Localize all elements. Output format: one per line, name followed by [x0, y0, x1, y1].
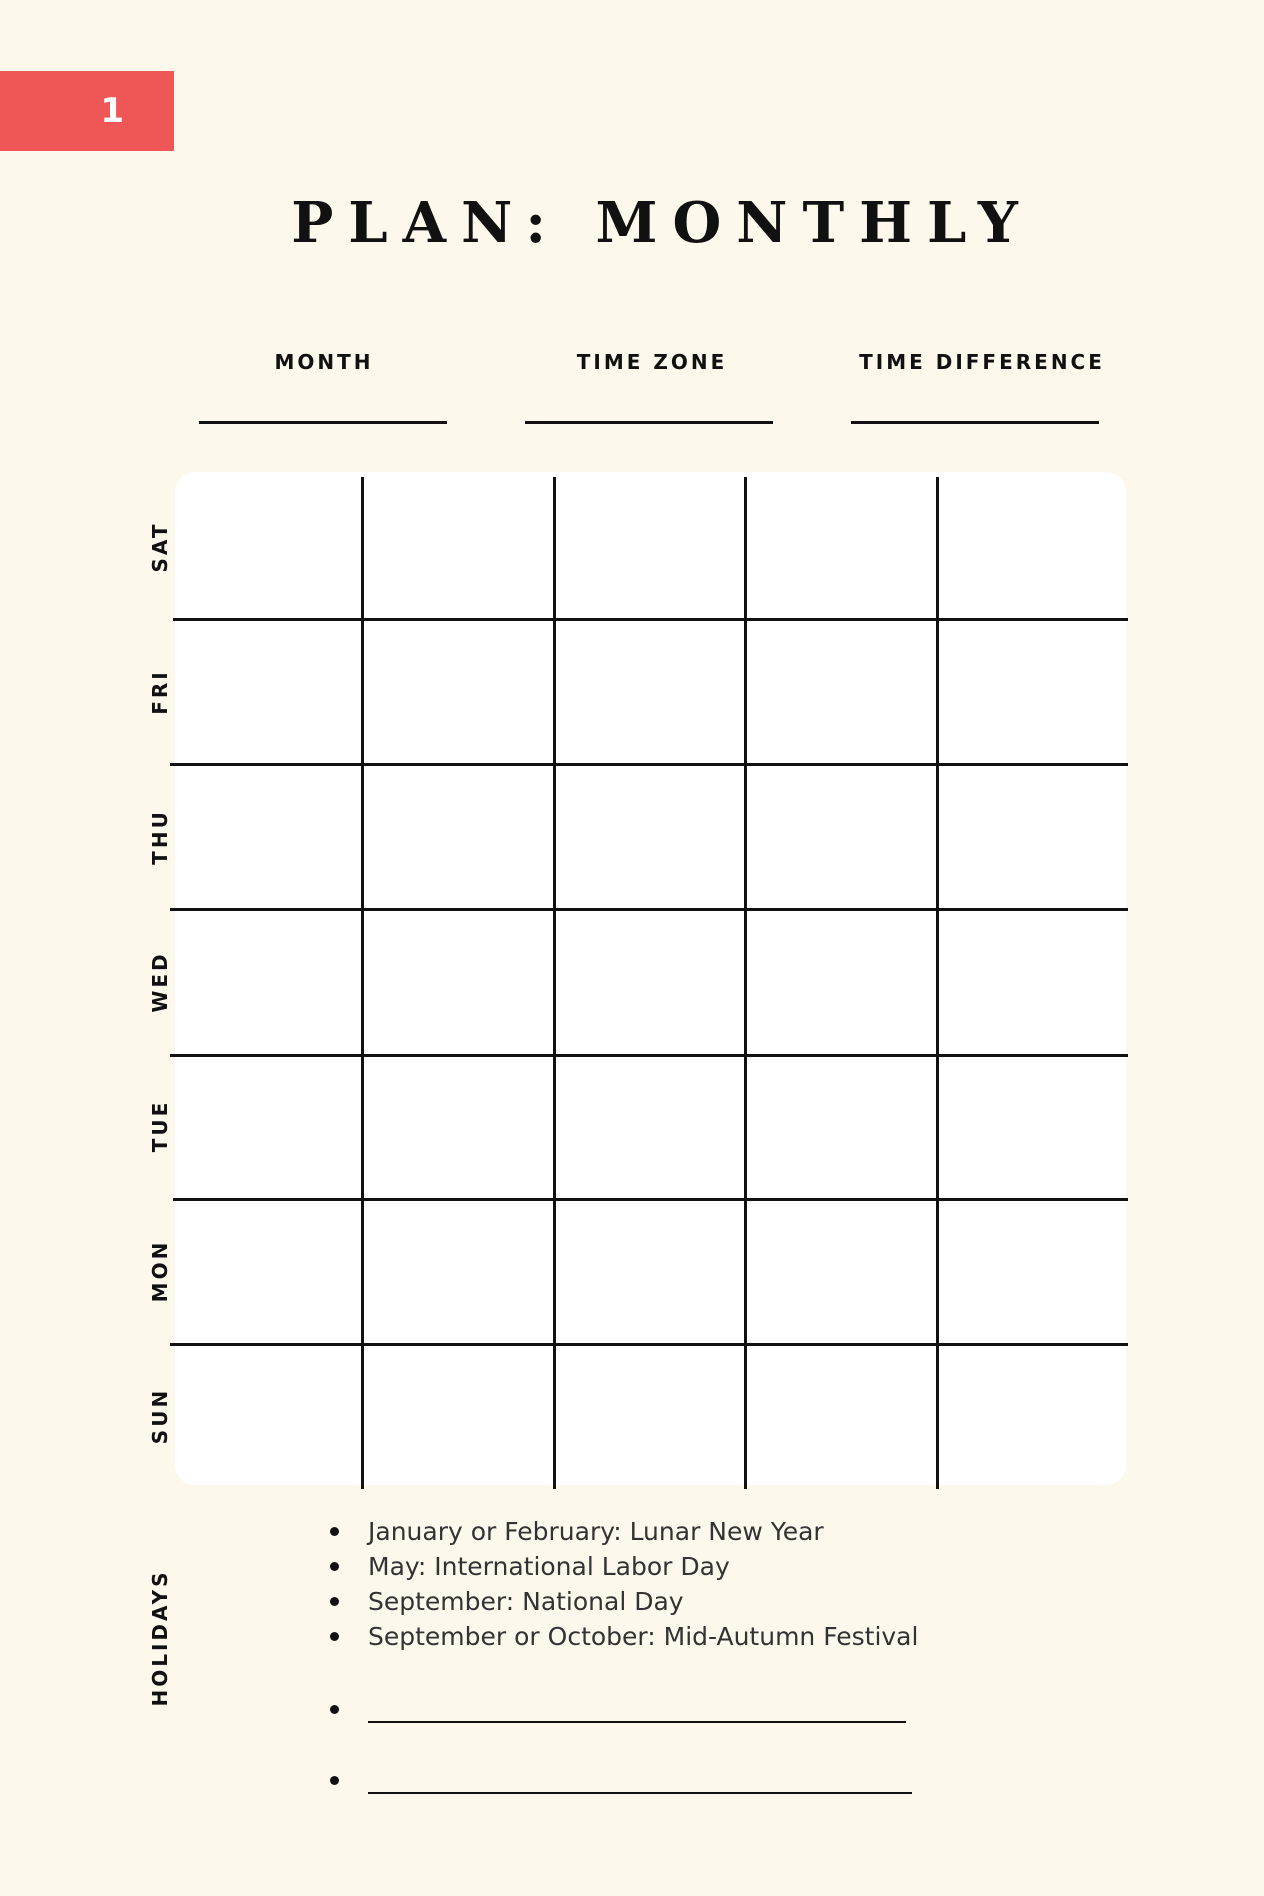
- time-difference-input-line[interactable]: [851, 421, 1099, 424]
- grid-column-divider: [936, 477, 939, 1489]
- bullet-icon: [330, 1776, 339, 1785]
- blank-holiday-line[interactable]: [368, 1721, 906, 1723]
- grid-row-divider: [170, 763, 1128, 766]
- bullet-icon: [330, 1632, 339, 1641]
- page-title: PLAN: MONTHLY: [291, 190, 1033, 256]
- grid-row-divider: [173, 618, 1128, 621]
- holiday-text: September: National Day: [368, 1587, 684, 1616]
- holiday-text: January or February: Lunar New Year: [368, 1517, 824, 1546]
- page-number-badge: 1: [0, 71, 174, 151]
- day-label-mon: MON: [148, 1239, 172, 1303]
- day-label-tue: TUE: [148, 1099, 172, 1153]
- day-label-fri: FRI: [148, 669, 172, 715]
- blank-holiday-line[interactable]: [368, 1792, 912, 1794]
- bullet-icon: [330, 1527, 339, 1536]
- holiday-list: [330, 1514, 918, 1654]
- grid-row-divider: [170, 1054, 1128, 1057]
- day-label-sat: SAT: [148, 521, 172, 573]
- holiday-item: [330, 1584, 918, 1619]
- bullet-icon: [330, 1597, 339, 1606]
- holiday-item: [330, 1514, 918, 1549]
- time-zone-input-line[interactable]: [525, 421, 773, 424]
- time-zone-label: TIME ZONE: [576, 350, 728, 374]
- holiday-item: [330, 1549, 918, 1584]
- holiday-item: [330, 1619, 918, 1654]
- calendar-grid[interactable]: [175, 472, 1126, 1485]
- month-label: MONTH: [274, 350, 374, 374]
- grid-column-divider: [361, 477, 364, 1489]
- day-label-wed: WED: [148, 951, 172, 1013]
- day-label-sun: SUN: [148, 1387, 172, 1445]
- holiday-text: September or October: Mid-Autumn Festival: [368, 1622, 919, 1651]
- grid-row-divider: [173, 1198, 1128, 1201]
- grid-column-divider: [553, 477, 556, 1489]
- month-input-line[interactable]: [199, 421, 447, 424]
- blank-holiday-entry[interactable]: [330, 1765, 910, 1795]
- grid-column-divider: [744, 477, 747, 1489]
- blank-holiday-entry[interactable]: [330, 1694, 910, 1724]
- day-label-thu: THU: [148, 809, 172, 865]
- bullet-icon: [330, 1705, 339, 1714]
- grid-row-divider: [170, 1343, 1128, 1346]
- bullet-icon: [330, 1562, 339, 1571]
- holiday-text: May: International Labor Day: [368, 1552, 730, 1581]
- grid-row-divider: [170, 908, 1128, 911]
- holidays-label: HOLIDAYS: [148, 1569, 172, 1707]
- time-difference-label: TIME DIFFERENCE: [859, 350, 1105, 374]
